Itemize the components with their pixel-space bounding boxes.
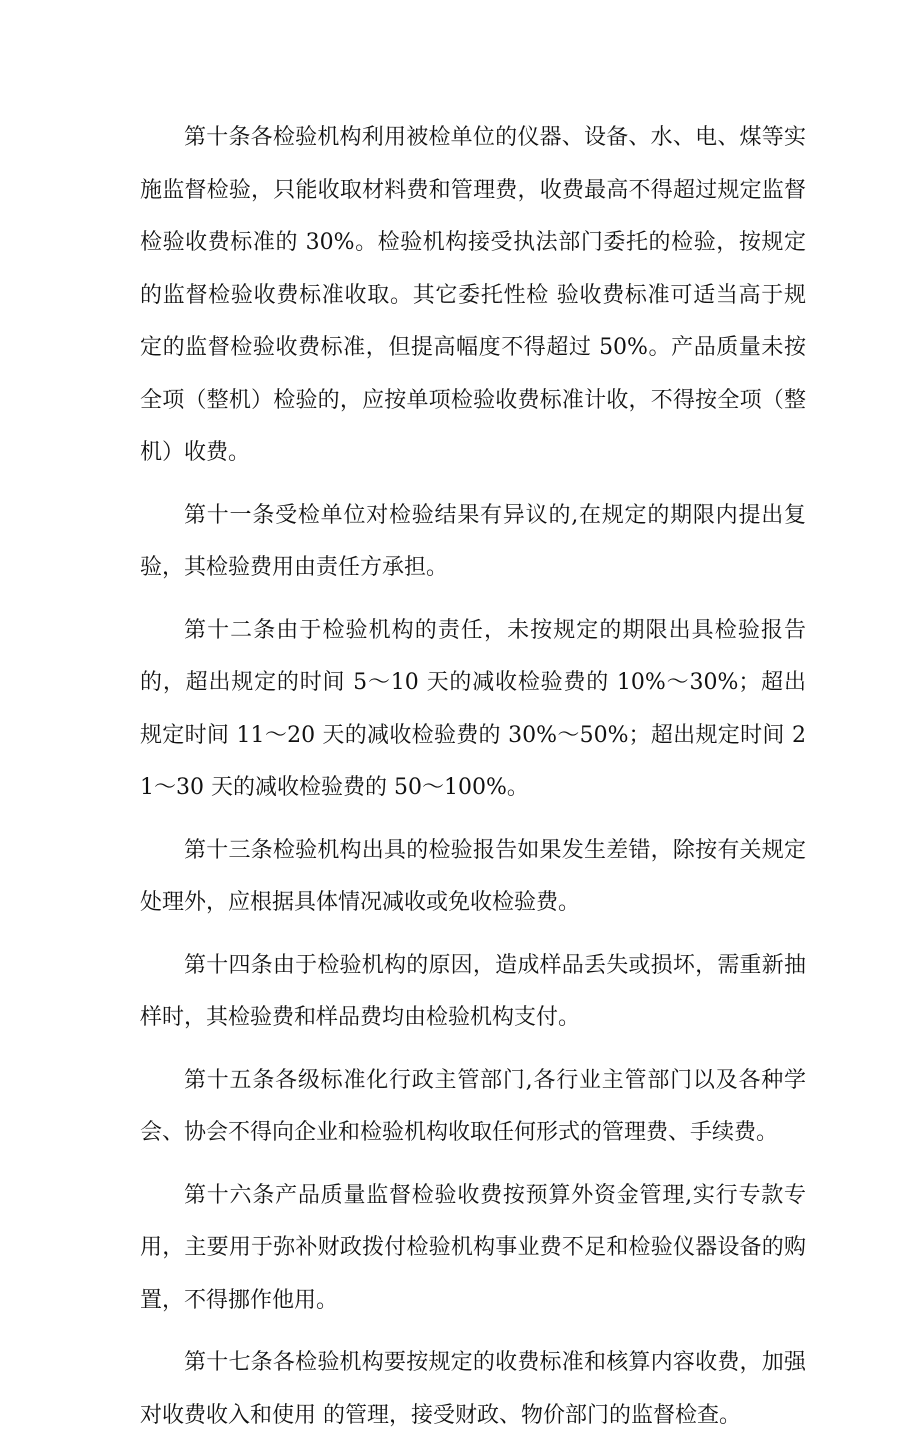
article-17-paragraph: 第十七条各检验机构要按规定的收费标准和核算内容收费，加强对收费收入和使用 的管理，接受财政、物价部门的监督检查。 xyxy=(140,1350,806,1428)
article-15-paragraph: 第十五条各级标准化行政主管部门,各行业主管部门以及各种学会、协会不得向企业和检验机构收取任何形式的管理费、手续费。 xyxy=(140,1067,806,1145)
document-body xyxy=(140,112,806,1452)
article-14-paragraph: 第十四条由于检验机构的原因，造成样品丢失或损坏，需重新抽样时，其检验费和样品费均由检验机构支付。 xyxy=(140,952,806,1030)
article-13-paragraph: 第十三条检验机构出具的检验报告如果发生差错，除按有关规定处理外，应根据具体情况减收或免收检验费。 xyxy=(140,837,806,915)
article-10-paragraph: 第十条各检验机构利用被检单位的仪器、设备、水、电、煤等实施监督检验，只能收取材料费和管理费，收费最高不得超过规定监督检验收费标准的 30%。检验机构接受执法部门委托的检验，按规定的监督检验收费标准收取。其它委托性检 验收费标准可适当高于规定的监督检验收费标准，但提高幅度不得超过 50%。产品质量未按全项（整机）检验的，应按单项检验收费标准计收，不得按全项（整机）收费。 xyxy=(140,125,806,465)
article-11-paragraph: 第十一条受检单位对检验结果有异议的,在规定的期限内提出复验，其检验费用由责任方承担。 xyxy=(140,502,806,580)
article-16-paragraph: 第十六条产品质量监督检验收费按预算外资金管理,实行专款专用，主要用于弥补财政拨付检验机构事业费不足和检验仪器设备的购置，不得挪作他用。 xyxy=(140,1182,806,1313)
article-12-paragraph: 第十二条由于检验机构的责任，未按规定的期限出具检验报告的，超出规定的时间 5～10 天的减收检验费的 10%～30%；超出规定时间 11～20 天的减收检验费的 30%～50%；超出规定时间 21～30 天的减收检验费的 50～100%。 xyxy=(140,617,806,800)
